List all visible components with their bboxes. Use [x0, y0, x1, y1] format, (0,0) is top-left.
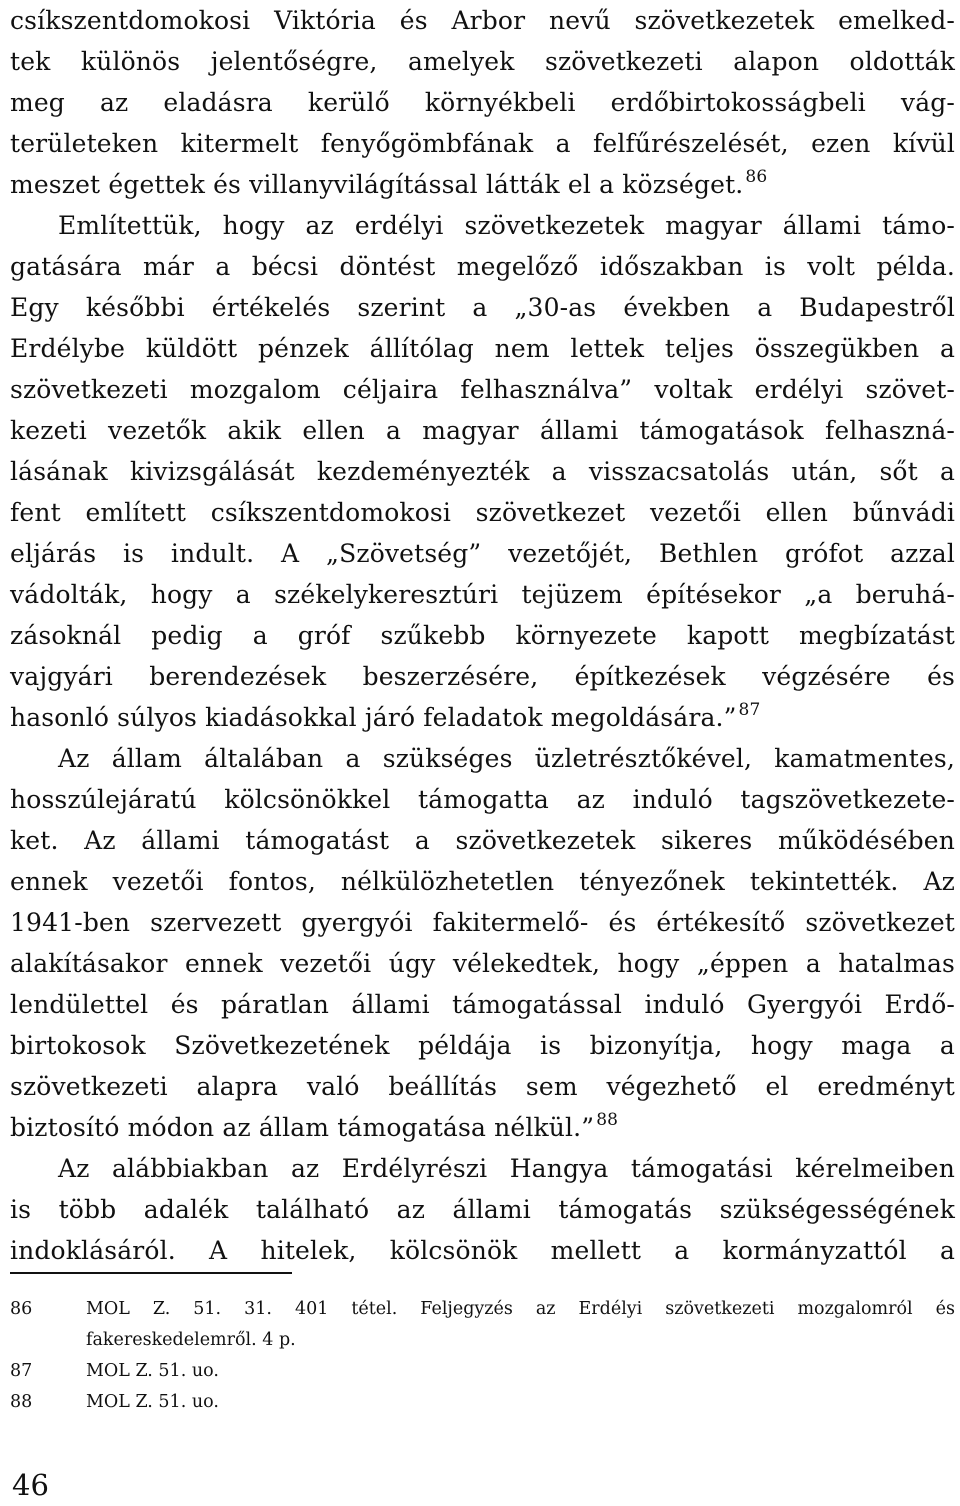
text-line: Erdélybe küldött pénzek állítólag nem lettek teljes összegükben a: [10, 334, 955, 363]
footnote-88: [10, 1387, 955, 1418]
text-line: eljárás is indult. A „Szövetség” vezetőjét, Bethlen grófot azzal: [10, 539, 955, 568]
text-line-content: biztosító módon az állam támogatása nélkül.”: [10, 1113, 595, 1142]
text-line: vádolták, hogy a székelykeresztúri tejüzem építésekor „a beruhá-: [10, 580, 955, 609]
text-line: Az állam általában a szükséges üzletrésztőkével, kamatmentes,: [58, 744, 955, 773]
footnote-divider: [10, 1272, 292, 1274]
footnote-86: [10, 1294, 955, 1356]
footnote-number: 87: [10, 1361, 33, 1381]
text-line: lásának kivizsgálását kezdeményezték a visszacsatolás után, sőt a: [10, 457, 955, 486]
body-text: [10, 0, 955, 1271]
footnote-number: 88: [10, 1392, 33, 1412]
footnote-text: [86, 1294, 955, 1356]
text-line: területeken kitermelt fenyőgömbfának a felfűrészelését, ezen kívül: [10, 129, 955, 158]
text-line: [10, 697, 955, 738]
text-line: hosszúlejáratú kölcsönökkel támogatta az induló tagszövetkezete-: [10, 785, 955, 814]
text-line-content: hasonló súlyos kiadásokkal járó feladatok megoldására.”: [10, 703, 737, 732]
text-line: fent említett csíkszentdomokosi szövetkezet vezetői ellen bűnvádi: [10, 498, 955, 527]
footnote-text-line: MOL Z. 51. uo.: [86, 1392, 219, 1412]
text-line: ket. Az állami támogatást a szövetkezetek sikeres működésében: [10, 826, 955, 855]
text-line: szövetkezeti mozgalom céljaira felhasználva” voltak erdélyi szövet-: [10, 375, 955, 404]
text-line: Az alábbiakban az Erdélyrészi Hangya támogatási kérelmeiben: [58, 1154, 955, 1183]
footnote-text: [86, 1387, 955, 1418]
footnote-text-line: MOL Z. 51. 31. 401 tétel. Feljegyzés az Erdélyi szövetkezeti mozgalomról és: [86, 1299, 955, 1319]
footnote-text-line: MOL Z. 51. uo.: [86, 1361, 219, 1381]
footnote-reference-88[interactable]: 88: [596, 1110, 619, 1130]
text-line: kezeti vezetők akik ellen a magyar állami támogatások felhaszná-: [10, 416, 955, 445]
footnote-text: [86, 1356, 955, 1387]
text-line: ennek vezetői fontos, nélkülözhetetlen tényezőnek tekintették. Az: [10, 867, 955, 896]
text-line: Említettük, hogy az erdélyi szövetkezetek magyar állami támo-: [58, 211, 955, 240]
page-number: 46: [12, 1468, 49, 1502]
footnote-reference-86[interactable]: 86: [745, 167, 768, 187]
footnote-number: 86: [10, 1299, 33, 1319]
text-line: 1941-ben szervezett gyergyói fakitermelő- és értékesítő szövetkezet: [10, 908, 955, 937]
text-line: [10, 1107, 955, 1148]
text-line: szövetkezeti alapra való beállítás sem végezhető el eredményt: [10, 1072, 955, 1101]
text-line: lendülettel és páratlan állami támogatással induló Gyergyói Erdő-: [10, 990, 955, 1019]
text-line: Egy későbbi értékelés szerint a „30-as években a Budapestről: [10, 293, 955, 322]
text-line: zásoknál pedig a gróf szűkebb környezete kapott megbízatást: [10, 621, 955, 650]
text-line: meg az eladásra kerülő környékbeli erdőbirtokosságbeli vág-: [10, 88, 955, 117]
footnote-text-line: fakereskedelemről. 4 p.: [86, 1330, 296, 1350]
text-line: indoklásáról. A hitelek, kölcsönök mellett a kormányzattól a: [10, 1236, 955, 1265]
text-line: birtokosok Szövetkezetének példája is bizonyítja, hogy maga a: [10, 1031, 955, 1060]
text-line: gatására már a bécsi döntést megelőző időszakban is volt példa.: [10, 252, 955, 281]
footnote-87: [10, 1356, 955, 1387]
text-line-content: meszet égettek és villanyvilágítással látták el a községet.: [10, 170, 744, 199]
text-line: csíkszentdomokosi Viktória és Arbor nevű szövetkezetek emelked-: [10, 6, 955, 35]
footnotes: [10, 1294, 955, 1418]
text-line: is több adalék található az állami támogatás szükségességének: [10, 1195, 955, 1224]
footnote-reference-87[interactable]: 87: [738, 700, 761, 720]
text-line: alakításakor ennek vezetői úgy vélekedtek, hogy „éppen a hatalmas: [10, 949, 955, 978]
text-line: [10, 164, 955, 205]
text-line: vajgyári berendezések beszerzésére, építkezések végzésére és: [10, 662, 955, 691]
text-line: tek különös jelentőségre, amelyek szövetkezeti alapon oldották: [10, 47, 955, 76]
